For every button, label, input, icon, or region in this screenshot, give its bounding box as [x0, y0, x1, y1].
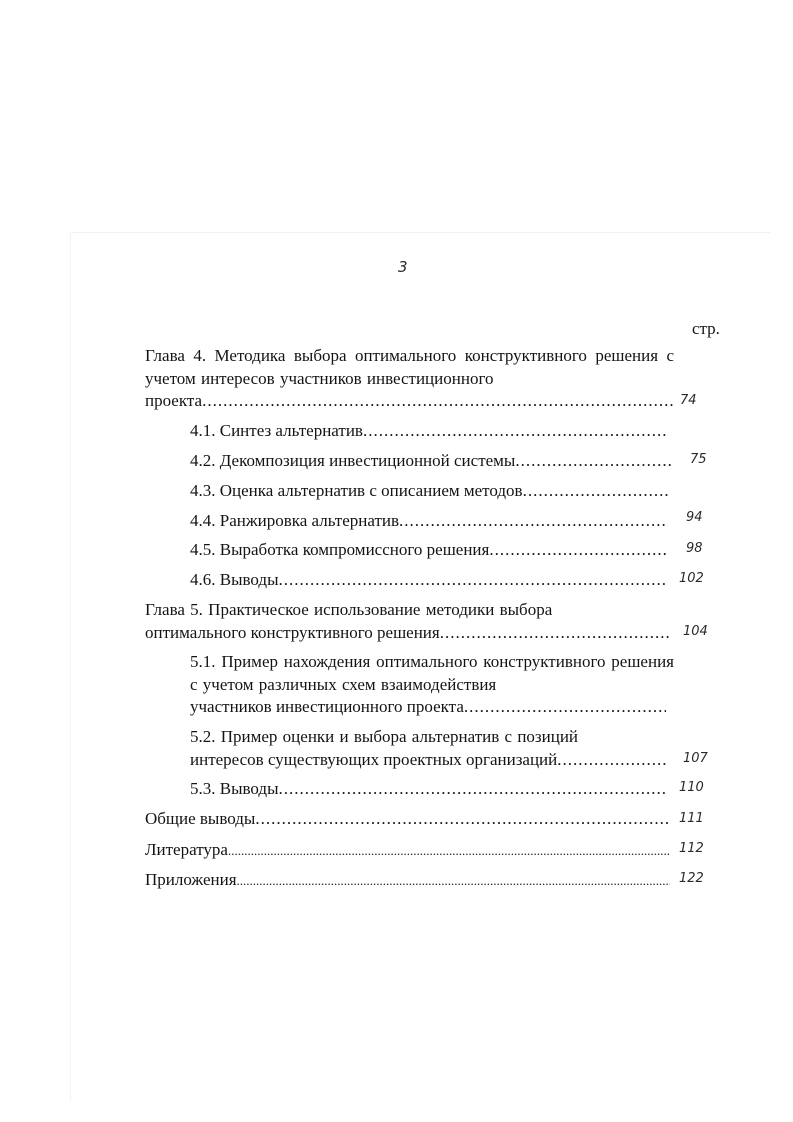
section-5-2-title: 5.2. Пример оценки и выбора альтернатив с позиций — [190, 727, 579, 746]
toc-entry-conclusions — [145, 808, 670, 831]
dot-leader — [279, 569, 668, 592]
section-4-5-page: 98 — [686, 541, 703, 556]
scan-edge-top — [70, 232, 770, 233]
toc-entry-5-3 — [190, 778, 666, 801]
toc-entry-chapter-5 — [145, 599, 674, 644]
dot-leader — [515, 450, 671, 473]
section-4-1-title: 4.1. Синтез альтернатив — [190, 421, 363, 440]
scan-edge-left — [70, 232, 71, 1102]
dot-leader — [237, 870, 670, 893]
toc-entry-chapter-4 — [145, 345, 674, 413]
section-5-2-title-end: интересов существующих проектных организаций — [190, 749, 558, 769]
section-5-1-title: 5.1. Пример нахождения оптимального конструктивного решения с учетом различных схем взаимодействия — [190, 652, 674, 694]
literature-title: Литература — [145, 840, 228, 859]
dot-leader — [228, 840, 670, 863]
toc-entry-5-1 — [190, 651, 674, 719]
conclusions-page: 111 — [679, 811, 704, 826]
dot-leader — [489, 539, 668, 562]
toc-entry-4-2 — [190, 450, 671, 473]
toc-entry-literature — [145, 839, 670, 863]
page-column-header: стр. — [692, 319, 720, 338]
dot-leader — [363, 420, 666, 443]
toc-entry-4-3 — [190, 480, 668, 503]
section-4-6-title: 4.6. Выводы — [190, 570, 279, 589]
section-5-1-last-line — [190, 696, 666, 719]
dot-leader — [557, 749, 668, 772]
toc-entry-4-4 — [190, 510, 668, 533]
section-5-2-page: 107 — [683, 751, 708, 766]
appendices-page: 122 — [679, 871, 704, 886]
chapter-5-title-end: оптимального конструктивного решения — [145, 622, 440, 642]
chapter-5-page: 104 — [683, 624, 708, 639]
chapter-4-last-line — [145, 390, 674, 413]
dot-leader — [399, 510, 668, 533]
section-5-1-title-end: участников инвестиционного проекта — [190, 697, 464, 716]
toc-entry-4-1 — [190, 420, 666, 443]
dot-leader — [255, 808, 670, 831]
section-4-3-title: 4.3. Оценка альтернатив с описанием методов — [190, 481, 523, 500]
section-4-2-title: 4.2. Декомпозиция инвестиционной системы — [190, 451, 516, 470]
chapter-4-title: Глава 4. Методика выбора оптимального конструктивного решения с учетом интересов участников инвестиционного — [145, 346, 674, 388]
chapter-5-last-line — [145, 622, 670, 645]
dot-leader — [202, 390, 674, 413]
section-5-3-title: 5.3. Выводы — [190, 779, 279, 798]
toc-entry-5-2 — [190, 726, 674, 771]
page-number: 3 — [398, 258, 408, 276]
section-4-5-title: 4.5. Выработка компромиссного решения — [190, 540, 490, 559]
section-4-2-page: 75 — [690, 452, 707, 467]
dot-leader — [279, 778, 666, 801]
dot-leader — [440, 622, 670, 645]
conclusions-title: Общие выводы — [145, 809, 256, 828]
chapter-5-title: Глава 5. Практическое использование методики выбора — [145, 600, 553, 619]
chapter-4-page: 74 — [680, 393, 697, 408]
appendices-title: Приложения — [145, 870, 237, 889]
chapter-4-title-end: проекта — [145, 391, 203, 410]
dot-leader — [464, 696, 666, 719]
section-5-3-page: 110 — [679, 780, 704, 795]
section-5-2-last-line — [190, 749, 668, 772]
toc-entry-4-5 — [190, 539, 668, 562]
toc-entry-4-6 — [190, 569, 668, 592]
section-4-6-page: 102 — [679, 571, 704, 586]
dot-leader — [523, 480, 668, 503]
literature-page: 112 — [679, 841, 704, 856]
section-4-4-title: 4.4. Ранжировка альтернатив — [190, 511, 400, 530]
toc-entry-appendices — [145, 869, 670, 893]
section-4-4-page: 94 — [686, 510, 703, 525]
